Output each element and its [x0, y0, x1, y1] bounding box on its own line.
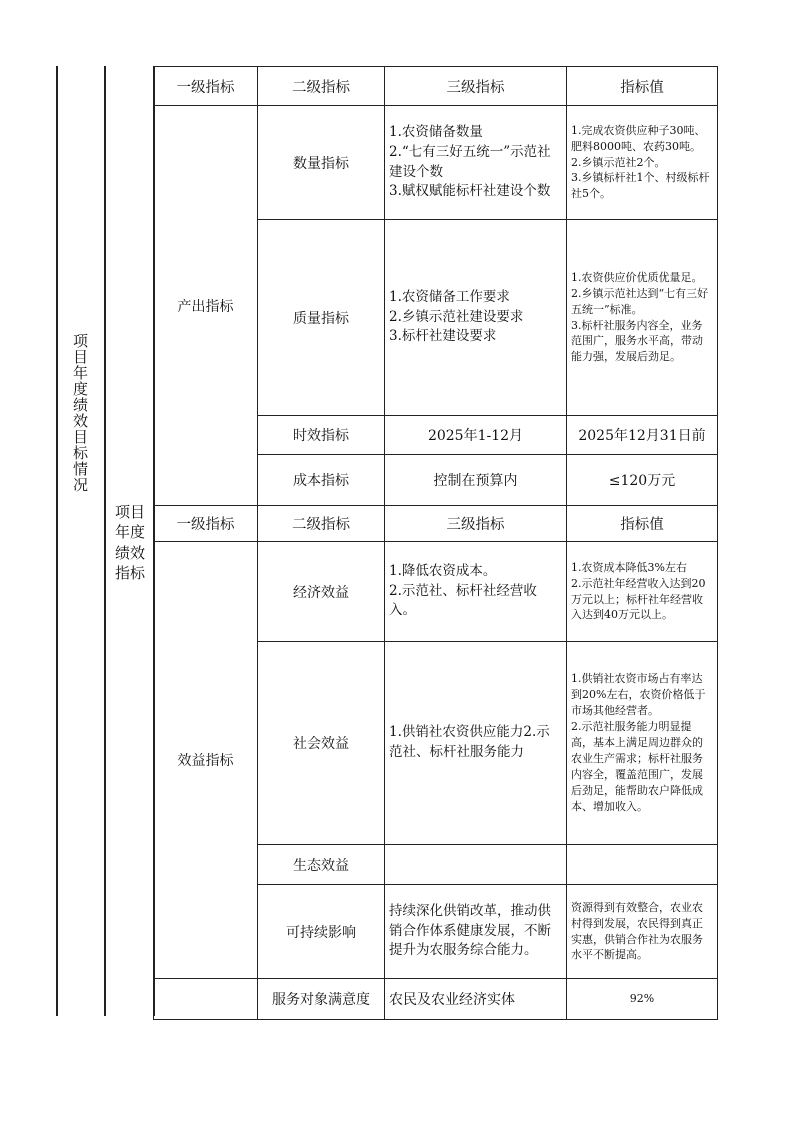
- header2-l2: 二级指标: [258, 506, 385, 542]
- social-l2: 社会效益: [258, 642, 385, 845]
- performance-table: [153, 66, 718, 1020]
- quantity-row: [154, 106, 718, 220]
- quantity-val: [567, 106, 718, 220]
- inner-label-line: 年度: [114, 523, 145, 542]
- quantity-l3-item: 2.“七有三好五统一”示范社建设个数: [389, 143, 551, 180]
- quality-val-item: 2.乡镇示范社达到“七有三好五统一”标准。: [571, 286, 709, 316]
- economic-val: [567, 542, 718, 642]
- timeliness-l3: 2025年1-12月: [385, 416, 567, 455]
- quantity-l3: [385, 106, 567, 220]
- quality-val: [567, 220, 718, 416]
- header-l1: 一级指标: [154, 67, 258, 106]
- header-row: [154, 67, 718, 106]
- quality-l3: [385, 220, 567, 416]
- economic-l3-item: 1.降低农资成本。: [389, 563, 497, 580]
- quantity-l3-item: 1.农资储备数量: [389, 124, 483, 141]
- economic-l3: [385, 542, 567, 642]
- satisfaction-val: 92%: [567, 979, 718, 1020]
- inner-label-line: 项目: [114, 503, 145, 521]
- quantity-val-item: 1.完成农资供应种子30吨、肥料8000吨、农药30吨。: [571, 123, 706, 153]
- cost-val: ≤120万元: [567, 455, 718, 506]
- quality-l3-item: 1.农资储备工作要求: [389, 289, 510, 306]
- timeliness-l2: 时效指标: [258, 416, 385, 455]
- inner-section-label: [108, 502, 152, 583]
- inner-label-line: 绩效: [114, 543, 145, 562]
- economic-l3-item: 2.示范社、标杆社经营收入。: [389, 582, 537, 619]
- ecological-l3: [385, 845, 567, 885]
- satisfaction-l2: 服务对象满意度: [258, 979, 385, 1020]
- header-l3: 三级指标: [385, 67, 567, 106]
- sustainable-l2: 可持续影响: [258, 885, 385, 979]
- quality-val-item: 1.农资供应价优质优量足。: [571, 270, 703, 284]
- social-val-item: 2.示范社服务能力明显提高，基本上满足周边群众的农业生产需求；标杆社服务内容全，覆盖范围广，发展后劲足，能帮助农户降低成本、增加收入。: [571, 720, 703, 813]
- quantity-val-item: 2.乡镇示范社2个。: [571, 155, 666, 169]
- quality-l3-item: 2.乡镇示范社建设要求: [389, 308, 524, 325]
- sustainable-val: 资源得到有效整合，农业农村得到发展，农民得到真正实惠，供销合作社为农服务水平不断提高。: [567, 885, 718, 979]
- economic-val-item: 2.示范社年经营收入达到20万元以上；标杆社年经营收入达到40万元以上。: [571, 576, 706, 622]
- header2-val: 指标值: [567, 506, 718, 542]
- outer-section-label: 项目年度绩效目标情况: [71, 333, 89, 493]
- header2-l3: 三级指标: [385, 506, 567, 542]
- quality-l2: 质量指标: [258, 220, 385, 416]
- ecological-val: [567, 845, 718, 885]
- sustainable-l3: 持续深化供销改革，推动供销合作体系健康发展，不断提升为农服务综合能力。: [385, 885, 567, 979]
- header2-l1: 一级指标: [154, 506, 258, 542]
- satisfaction-blank: [154, 979, 258, 1020]
- output-indicator: 产出指标: [154, 106, 258, 506]
- quantity-l2: 数量指标: [258, 106, 385, 220]
- quality-l3-item: 3.标杆社建设要求: [389, 328, 497, 345]
- cost-l3: 控制在预算内: [385, 455, 567, 506]
- satisfaction-row: [154, 979, 718, 1020]
- header-val: 指标值: [567, 67, 718, 106]
- social-val: [567, 642, 718, 845]
- header-l2: 二级指标: [258, 67, 385, 106]
- social-val-item: 1.供销社农资市场占有率达到20%左右，农资价格低于市场其他经营者。: [571, 672, 706, 718]
- ecological-l2: 生态效益: [258, 845, 385, 885]
- social-l3: 1.供销社农资供应能力2.示范社、标杆社服务能力: [385, 642, 567, 845]
- inner-label-line: 指标: [114, 563, 145, 582]
- economic-l2: 经济效益: [258, 542, 385, 642]
- economic-row: [154, 542, 718, 642]
- header-row-2: [154, 506, 718, 542]
- cost-l2: 成本指标: [258, 455, 385, 506]
- satisfaction-l3: 农民及农业经济实体: [385, 979, 567, 1020]
- quality-val-item: 3.标杆社服务内容全，业务范围广，服务水平高，带动能力强，发展后劲足。: [571, 318, 703, 364]
- economic-val-item: 1.农资成本降低3%左右: [571, 560, 687, 574]
- outer-left-border: [56, 66, 58, 1016]
- quantity-l3-item: 3.赋权赋能标杆社建设个数: [389, 183, 551, 200]
- inner-left-border-1: [104, 66, 106, 1016]
- benefit-indicator: 效益指标: [154, 542, 258, 979]
- quantity-val-item: 3.乡镇标杆社1个、村级标杆社5个。: [571, 171, 710, 201]
- timeliness-val: 2025年12月31日前: [567, 416, 718, 455]
